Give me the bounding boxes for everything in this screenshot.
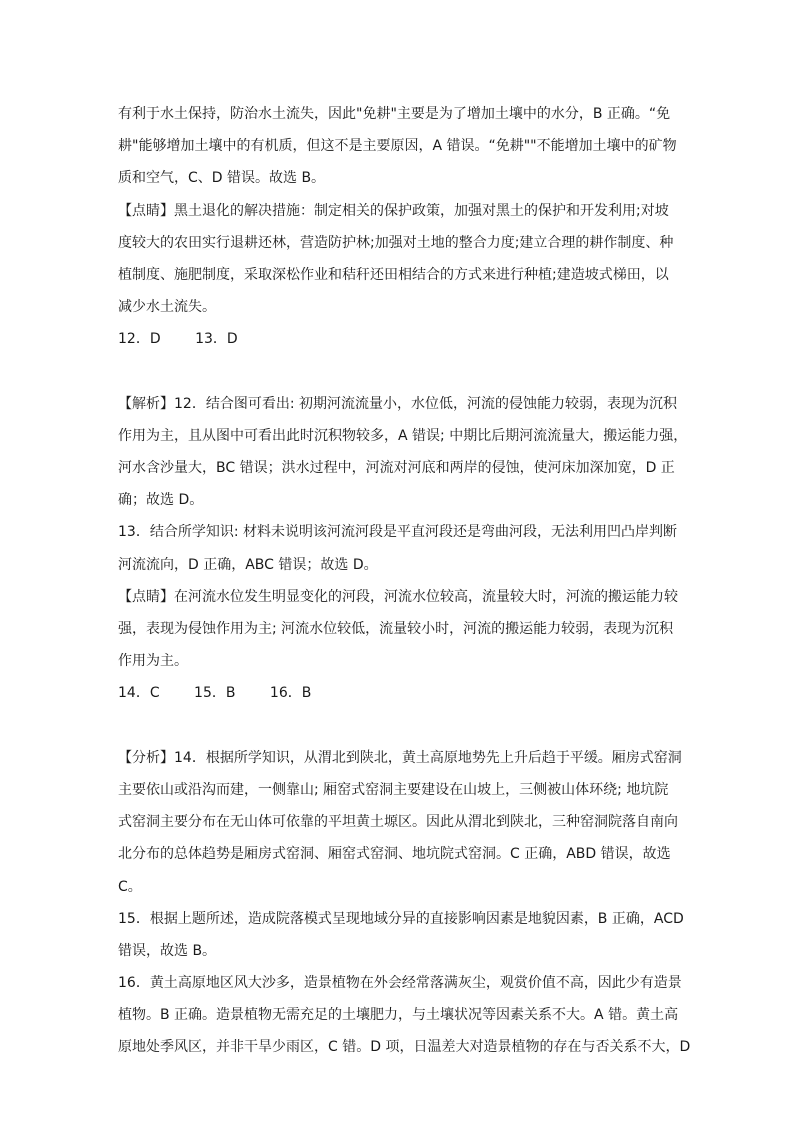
text-line: 减少水土流失。 [118, 299, 216, 316]
text-line: 15．根据上题所述，造成院落模式呈现地域分异的直接影响因素是地貌因素，B 正确，ACD [118, 910, 684, 927]
answer-14: 14．C [118, 685, 160, 702]
text-line: 【点睛】黑土退化的解决措施：制定相关的保护政策，加强对黑土的保护和开发利用;对坡 [118, 202, 669, 219]
answer-12: 12．D [118, 331, 161, 348]
text-line: 主要依山或沿沟而建，一侧靠山; 厢窑式窑洞主要建设在山坡上，三侧被山体环绕; 地坑院 [118, 781, 669, 798]
text-line: 13．结合所学知识: 材料未说明该河流河段是平直河段还是弯曲河段，无法利用凹凸岸判断 [118, 524, 677, 541]
text-line: 【解析】12．结合图可看出: 初期河流流量小，水位低，河流的侵蚀能力较弱，表现为沉积 [118, 395, 677, 412]
text-line: 耕"能够增加土壤中的有机质，但这不是主要原因，A 错误。“免耕""不能增加土壤中的矿物 [118, 138, 677, 155]
answer-16: 16．B [269, 685, 312, 702]
text-line: 确；故选 D。 [118, 492, 204, 509]
text-line: 植制度、施肥制度，采取深松作业和秸秆还田相结合的方式来进行种植;建造坡式梯田，以 [118, 266, 669, 283]
text-line: 北分布的总体趋势是厢房式窑洞、厢窑式窑洞、地坑院式窑洞。C 正确，ABD 错误，故选 [118, 846, 671, 863]
spacer [118, 356, 678, 388]
text-line: 作用为主，且从图中可看出此时沉积物较多，A 错误; 中期比后期河流流量大，搬运能力强， [118, 427, 688, 444]
text-line: 16．黄土高原地区风大沙多，造景植物在外会经常落满灰尘，观赏价值不高，因此少有造景 [118, 975, 682, 992]
text-line: 【点睛】在河流水位发生明显变化的河段，河流水位较高，流量较大时，河流的搬运能力较 [118, 588, 678, 605]
text-line: 河流流向，D 正确，ABC 错误；故选 D。 [118, 556, 378, 573]
text-line: 质和空气，C、D 错误。故选 B。 [118, 170, 326, 187]
answer-13: 13．D [195, 331, 238, 348]
text-line: 原地处季风区，并非干旱少雨区，C 错。D 项，日温差大对造景植物的存在与否关系不大，D [118, 1039, 691, 1056]
text-line: 度较大的农田实行退耕还林，营造防护林;加强对土地的整合力度;建立合理的耕作制度、种 [118, 234, 674, 251]
text-line: 作用为主。 [118, 653, 188, 670]
answer-row-12-13 [118, 323, 678, 355]
document-body [118, 98, 691, 1064]
text-line: 植物。B 正确。造景植物无需充足的土壤肥力，与土壤状况等因素关系不大。A 错。黄土高 [118, 1007, 679, 1024]
text-line: C。 [118, 878, 142, 895]
text-line: 强，表现为侵蚀作用为主; 河流水位较低，流量较小时，河流的搬运能力较弱，表现为沉积 [118, 621, 674, 637]
spacer [118, 710, 678, 742]
text-line: 河水含沙量大，BC 错误；洪水过程中，河流对河底和两岸的侵蚀，使河床加深加宽，D 正 [118, 460, 675, 477]
answer-row-14-16 [118, 677, 678, 709]
answer-15: 15．B [194, 685, 236, 702]
text-line: 错误，故选 B。 [118, 942, 217, 959]
text-line: 【分析】14．根据所学知识，从渭北到陕北，黄土高原地势先上升后趋于平缓。厢房式窑洞 [118, 749, 682, 766]
text-line: 式窑洞主要分布在无山体可依靠的平坦黄土塬区。因此从渭北到陕北，三种窑洞院落自南向 [118, 814, 678, 831]
text-line: 有利于水土保持，防治水土流失，因此"免耕"主要是为了增加土壤中的水分，B 正确。“免 [118, 106, 671, 122]
